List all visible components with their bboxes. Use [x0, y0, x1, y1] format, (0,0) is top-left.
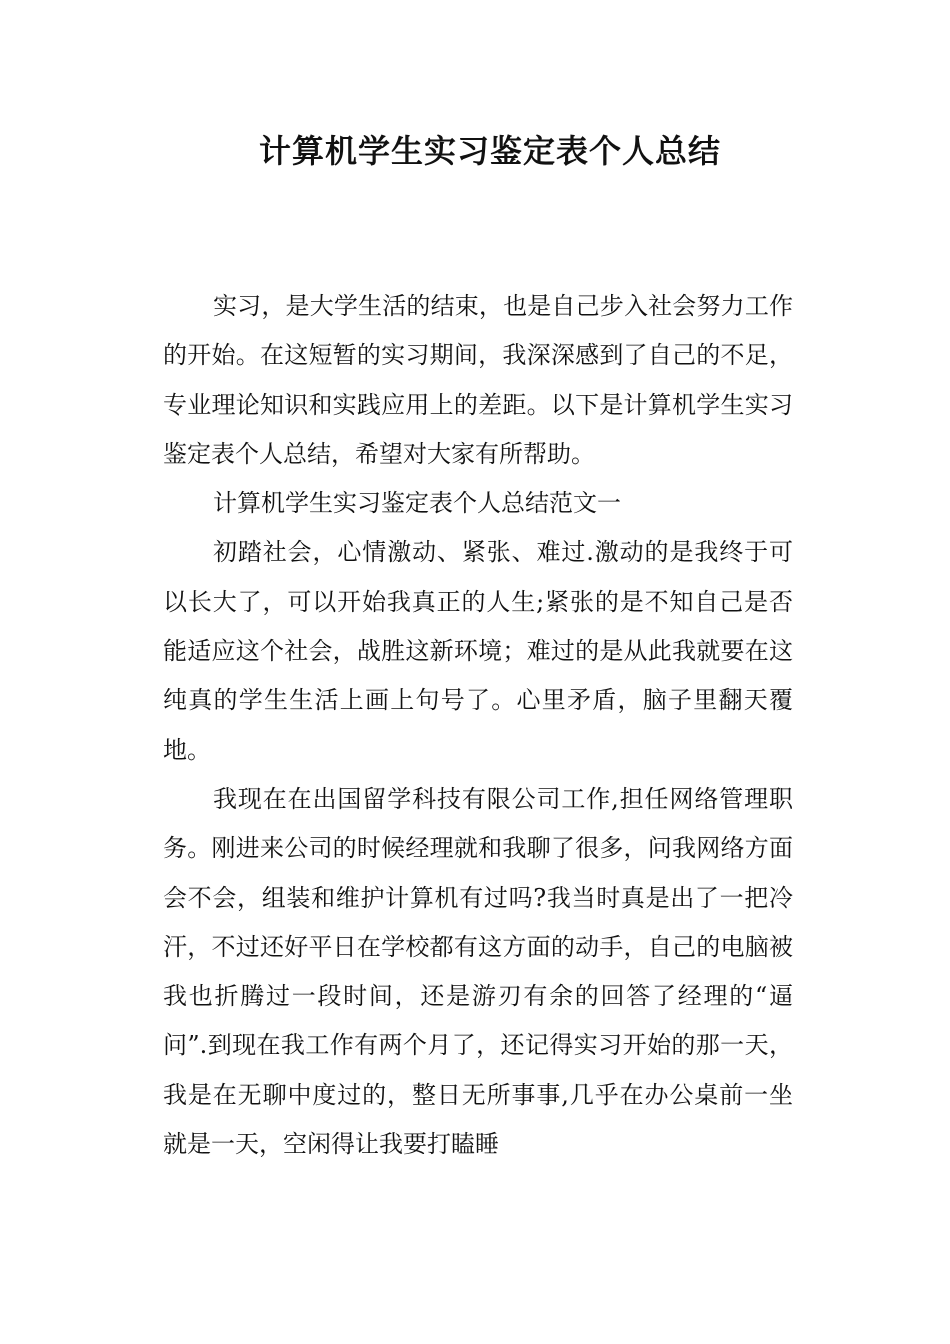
- paragraph-sample-heading: 计算机学生实习鉴定表个人总结范文一: [213, 489, 621, 518]
- paragraph-first-steps: 初踏社会，心情激动、紧张、难过.激动的是我终于可以长大了，可以开始我真正的人生;紧张的是不知自己是否能适应这个社会，战胜这新环境；难过的是从此我就要在这纯真的学生生活上画上句号了。心里矛盾，脑子里翻天覆地。: [163, 538, 793, 764]
- paragraph-intro: 实习，是大学生活的结束，也是自己步入社会努力工作的开始。在这短暂的实习期间，我深深感到了自己的不足，专业理论知识和实践应用上的差距。以下是计算机学生实习鉴定表个人总结，希望对大家有所帮助。: [163, 292, 793, 468]
- document-body: [163, 282, 793, 1169]
- paragraph-work-experience: 我现在在出国留学科技有限公司工作,担任网络管理职务。刚进来公司的时候经理就和我聊了很多，问我网络方面会不会，组装和维护计算机有过吗?我当时真是出了一把冷汗，不过还好平日在学校都有这方面的动手，自己的电脑被我也折腾过一段时间，还是游刃有余的回答了经理的“逼问”.到现在我工作有两个月了，还记得实习开始的那一天，我是在无聊中度过的，整日无所事事,几乎在办公桌前一坐就是一天，空闲得让我要打瞌睡: [163, 784, 793, 1159]
- document-title: 计算机学生实习鉴定表个人总结: [258, 132, 721, 170]
